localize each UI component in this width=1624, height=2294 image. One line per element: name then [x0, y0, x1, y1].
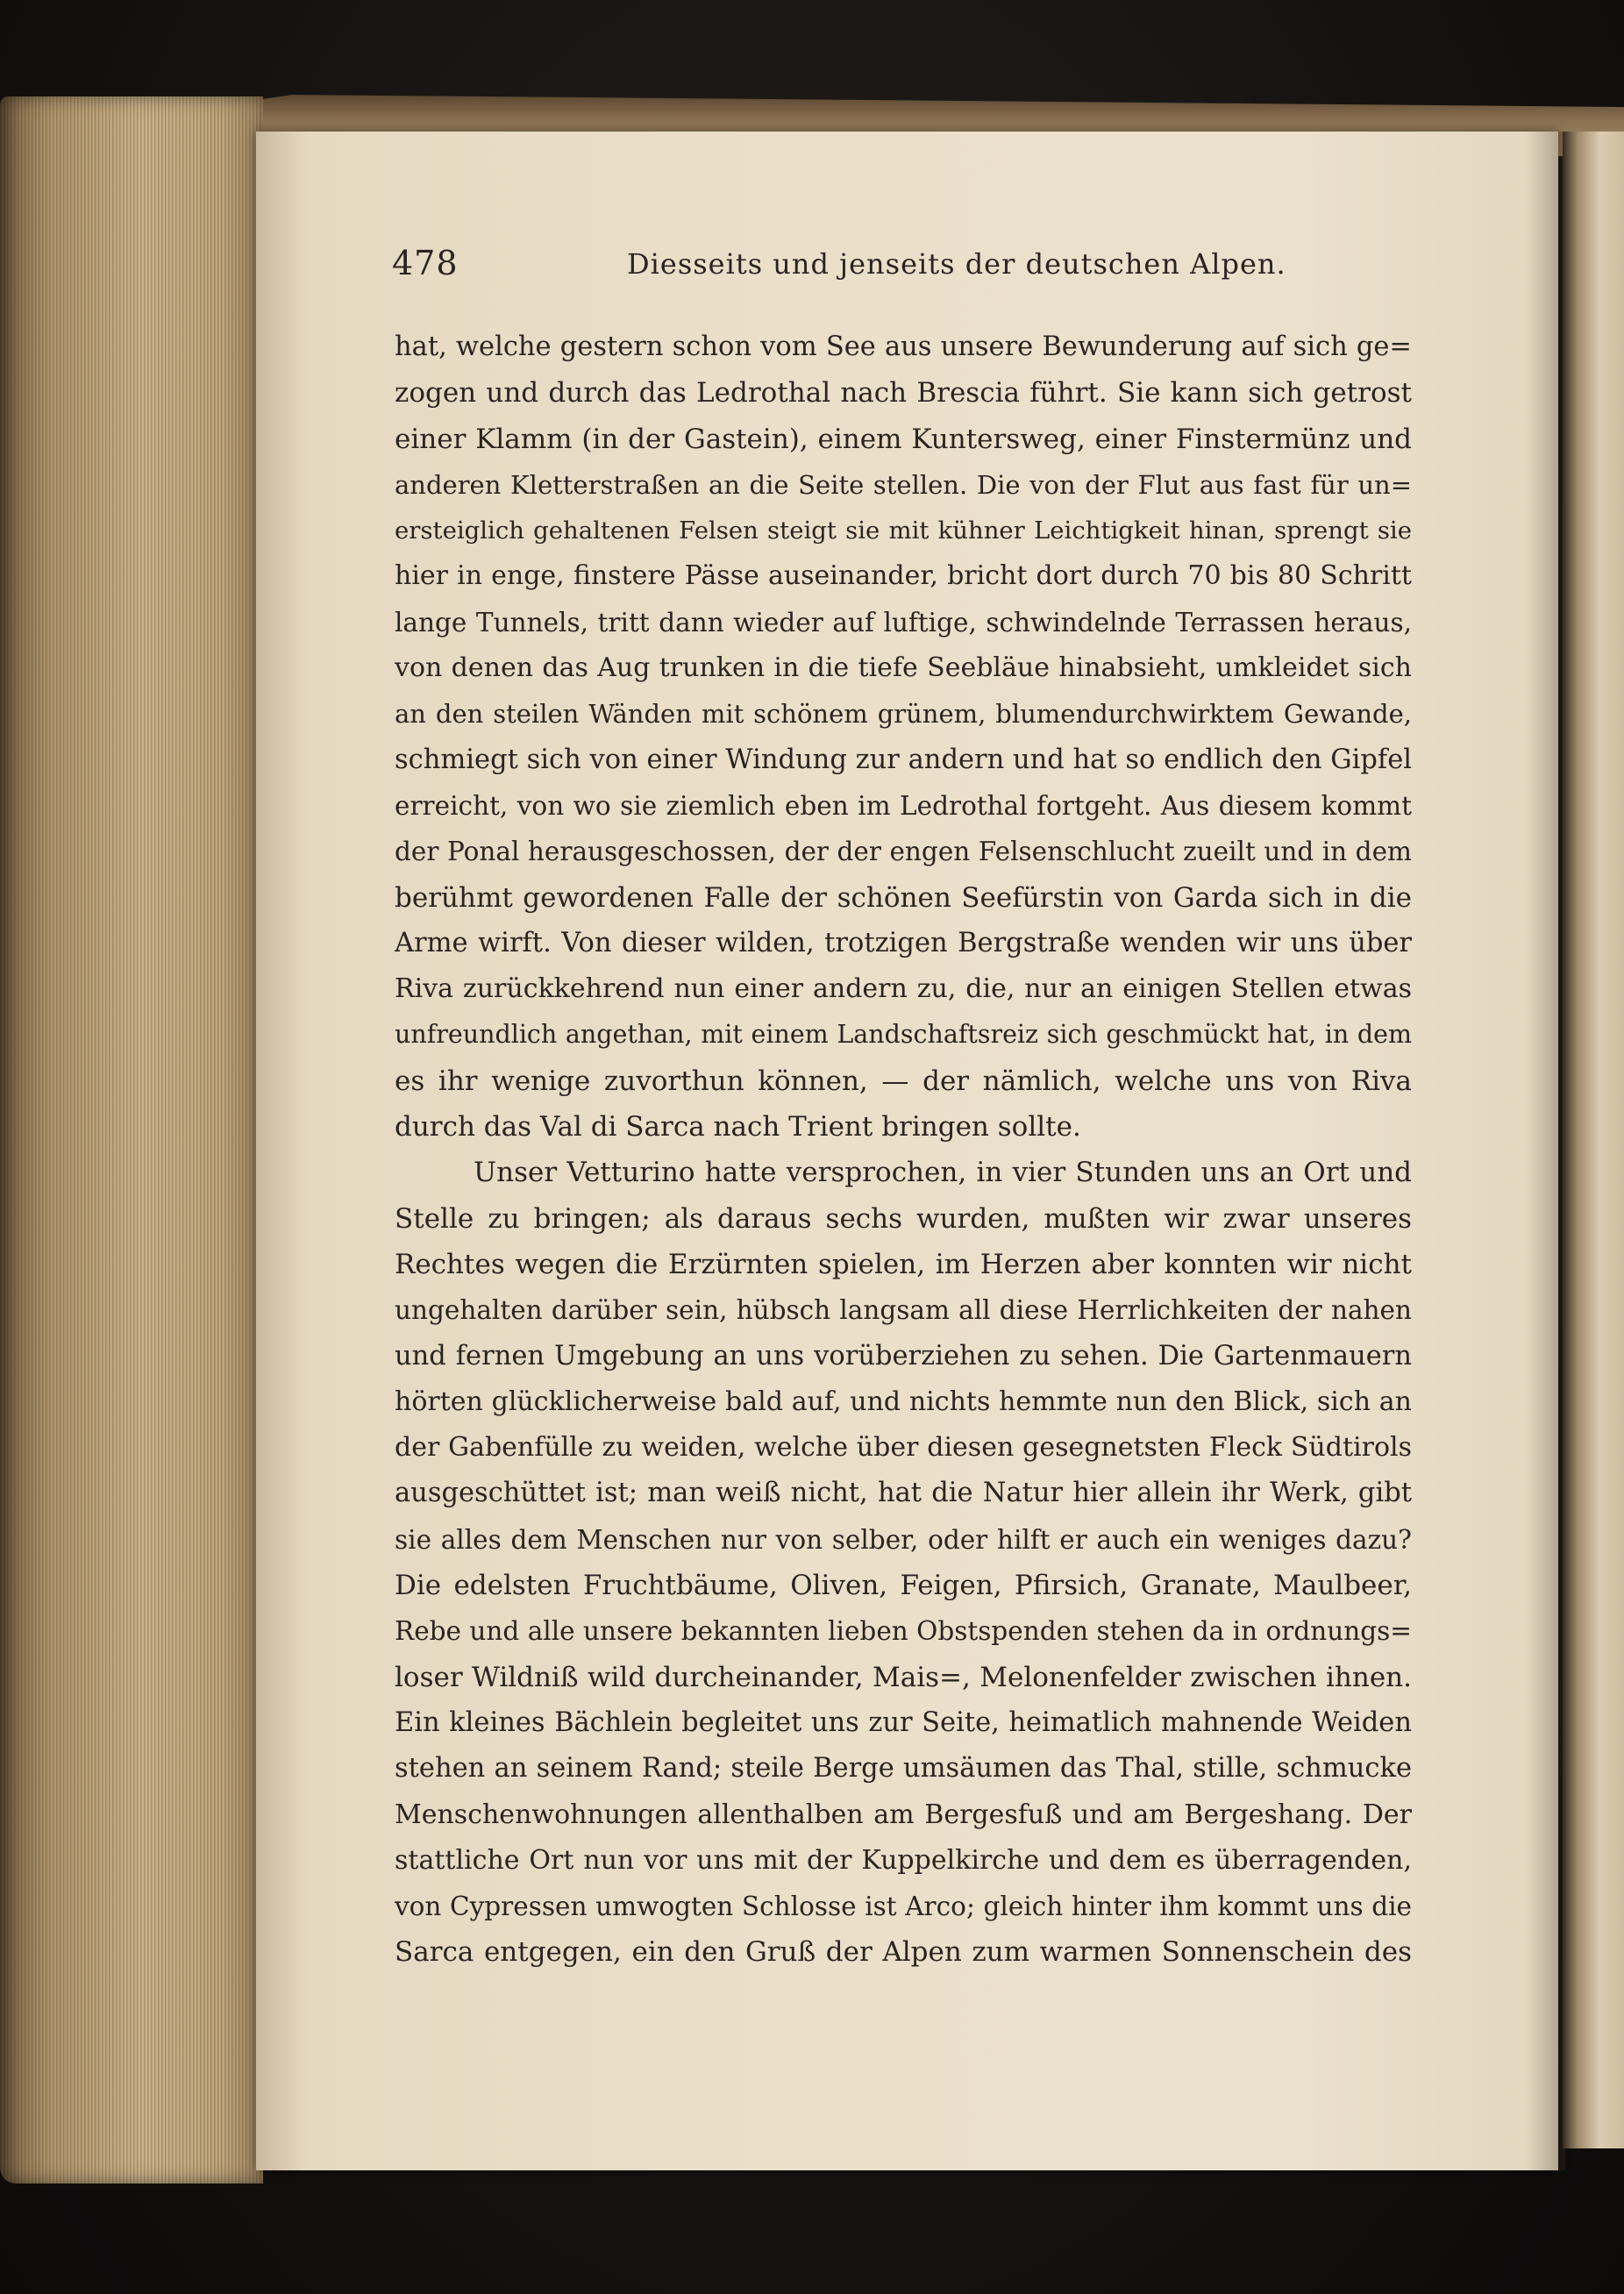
text-line: Arme wirft. Von dieser wilden, trotzigen Bergstraße wenden wir uns über: [395, 927, 1412, 958]
text-line: Stelle zu bringen; als daraus sechs wurden, mußten wir zwar unseres: [395, 1202, 1412, 1235]
text-line: stehen an seinem Rand; steile Berge umsäumen das Thal, stille, schmucke: [395, 1753, 1412, 1785]
text-line: von Cypressen umwogten Schlosse ist Arco; gleich hinter ihm kommt uns die: [395, 1891, 1412, 1922]
text-line: erreicht, von wo sie ziemlich eben im Ledrothal fortgeht. Aus diesem kommt: [395, 790, 1412, 821]
text-line: Ein kleines Bächlein begleitet uns zur Seite, heimatlich mahnende Weiden: [395, 1706, 1412, 1738]
book-page-edges: [0, 96, 263, 2184]
text-line: durch das Val di Sarca nach Trient bringen sollte.: [395, 1111, 1081, 1143]
text-line: Sarca entgegen, ein den Gruß der Alpen zum warmen Sonnenschein des: [395, 1936, 1412, 1969]
text-line: loser Wildniß wild durcheinander, Mais=, Melonenfelder zwischen ihnen.: [395, 1661, 1412, 1693]
text-line: einer Klamm (in der Gastein), einem Kuntersweg, einer Finstermünz und: [395, 423, 1412, 455]
text-line: stattliche Ort nun vor uns mit der Kuppelkirche und dem es überragenden,: [395, 1844, 1412, 1876]
text-line: lange Tunnels, tritt dann wieder auf luftige, schwindelnde Terrassen heraus,: [395, 607, 1412, 638]
page-number: 478: [392, 244, 459, 282]
text-line: Menschenwohnungen allenthalben am Bergesfuß und am Bergeshang. Der: [395, 1799, 1412, 1830]
text-line: ausgeschüttet ist; man weiß nicht, hat die Natur hier allein ihr Werk, gibt: [395, 1478, 1412, 1509]
text-line: Unser Vetturino hatte versprochen, in vier Stunden uns an Ort und: [474, 1157, 1412, 1189]
text-line: berühmt gewordenen Falle der schönen Seefürstin von Garda sich in die: [395, 881, 1412, 914]
running-title: Diesseits und jenseits der deutschen Alpen.: [627, 247, 1286, 281]
text-line: hier in enge, finstere Pässe auseinander, bricht dort durch 70 bis 80 Schritt: [395, 560, 1412, 592]
gutter-shadow: [1526, 132, 1565, 2170]
facing-page-edge: [1563, 132, 1624, 2148]
text-line: und fernen Umgebung an uns vorüberziehen zu sehen. Die Gartenmauern: [395, 1340, 1412, 1371]
text-line: es ihr wenige zuvorthun können, — der nämlich, welche uns von Riva: [395, 1065, 1412, 1097]
text-line: hörten glücklicherweise bald auf, und nichts hemmte nun den Blick, sich an: [395, 1386, 1412, 1417]
text-line: Rebe und alle unsere bekannten lieben Obstspenden stehen da in ordnungs=: [395, 1616, 1412, 1647]
text-line: Die edelsten Fruchtbäume, Oliven, Feigen, Pfirsich, Granate, Maulbeer,: [395, 1570, 1412, 1602]
text-line: von denen das Aug trunken in die tiefe Seebläue hinabsieht, umkleidet sich: [395, 652, 1412, 684]
text-line: anderen Kletterstraßen an die Seite stellen. Die von der Flut aus fast für un=: [395, 469, 1412, 500]
text-line: schmiegt sich von einer Windung zur andern und hat so endlich den Gipfel: [395, 744, 1412, 775]
text-line: hat, welche gestern schon vom See aus unsere Bewunderung auf sich ge=: [395, 331, 1412, 362]
body-text: [395, 324, 1412, 1976]
text-line: Riva zurückkehrend nun einer andern zu, die, nur an einigen Stellen etwas: [395, 973, 1412, 1005]
text-line: ungehalten darüber sein, hübsch langsam all diese Herrlichkeiten der nahen: [395, 1295, 1412, 1326]
text-line: der Ponal herausgeschossen, der der engen Felsenschlucht zueilt und in dem: [395, 837, 1412, 867]
text-line: Rechtes wegen die Erzürnten spielen, im Herzen aber konnten wir nicht: [395, 1248, 1412, 1280]
text-line: der Gabenfülle zu weiden, welche über diesen gesegnetsten Fleck Südtirols: [395, 1432, 1412, 1464]
text-line: sie alles dem Menschen nur von selber, oder hilft er auch ein weniges dazu?: [395, 1524, 1412, 1555]
running-head: [392, 244, 1286, 288]
text-line: an den steilen Wänden mit schönem grünem, blumendurchwirktem Gewande,: [395, 699, 1412, 730]
text-line: unfreundlich angethan, mit einem Landschaftsreiz sich geschmückt hat, in dem: [395, 1020, 1412, 1050]
text-line: zogen und durch das Ledrothal nach Brescia führt. Sie kann sich getrost: [395, 377, 1412, 410]
text-line: ersteiglich gehaltenen Felsen steigt sie mit kühner Leichtigkeit hinan, sprengt sie: [395, 517, 1412, 545]
